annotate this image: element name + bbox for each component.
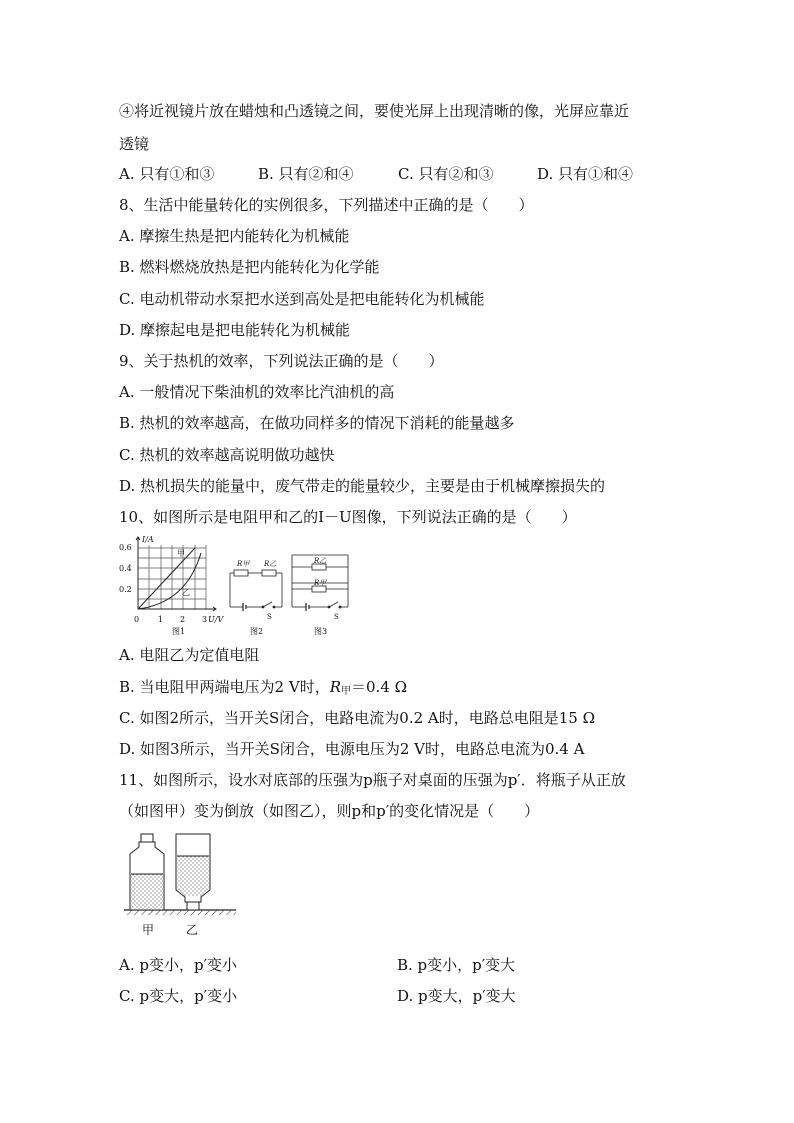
q11-bottles-figure [120,830,240,940]
bottle-inverted [176,834,210,910]
q10-figure [116,533,356,638]
q10-question: 10、如图所示是电阻甲和乙的I－U图像，下列说法正确的是（ ） [119,508,577,526]
bottle-label-jia: 甲 [142,923,155,937]
switch-label-p: S [334,613,339,621]
q11-option-b: B. p变小，p′变大 [397,956,516,974]
curve-label-yi: 乙 [182,588,190,597]
curve-yi [138,553,201,609]
caption-fig3: 图3 [314,627,328,636]
q10-option-b-sub: 甲 [341,686,352,697]
q8-question: 8、生活中能量转化的实例很多，下列描述中正确的是（ ） [119,196,534,214]
q9-option-a: A. 一般情况下柴油机的效率比汽油机的高 [119,383,395,401]
q10-option-b-r: R [329,678,342,696]
q10-option-b-post: ＝0.4 Ω [351,678,408,696]
y-axis-label: I/A [142,535,154,544]
q7-option-b: B. 只有②和④ [258,165,354,183]
q8-option-b: B. 燃料燃烧放热是把内能转化为化学能 [119,258,380,276]
resistor-label-jia-p: R甲 [314,579,327,587]
q11-option-a: A. p变小，p′变小 [119,956,237,974]
bottle-label-yi: 乙 [186,923,199,937]
bottle-upright [130,834,164,910]
x-tick: 0 [134,615,140,624]
q9-question: 9、关于热机的效率，下列说法正确的是（ ） [119,352,444,370]
y-tick: 0.6 [119,543,132,552]
iu-graph [136,537,216,611]
q11-question-line2: （如图甲）变为倒放（如图乙），则p和p′的变化情况是（ ） [119,802,540,820]
x-axis-label: U/V [208,615,224,624]
q11-option-d: D. p变大，p′变大 [397,987,516,1005]
q8-option-a: A. 摩擦生热是把内能转化为机械能 [119,227,350,245]
q8-option-d: D. 摩擦起电是把电能转化为机械能 [119,321,351,339]
caption-fig1: 图1 [172,627,186,636]
resistor-label-yi-p: R乙 [314,557,327,565]
q10-option-c: C. 如图2所示，当开关S闭合，电路电流为0.2 A时，电路总电阻是15 Ω [119,709,596,727]
y-tick: 0.4 [119,564,132,573]
q9-option-d: D. 热机损失的能量中，废气带走的能量较少，主要是由于机械摩擦损失的 [119,477,606,495]
q10-option-a: A. 电阻乙为定值电阻 [119,646,260,664]
x-tick: 2 [180,615,186,624]
q8-option-c: C. 电动机带动水泵把水送到高处是把电能转化为机械能 [119,290,485,308]
switch-label: S [267,613,272,621]
circuit-series [230,570,282,611]
q10-option-d: D. 如图3所示，当开关S闭合，电源电压为2 V时，电路总电流为0.4 A [119,740,585,758]
q7-option-a: A. 只有①和③ [119,165,215,183]
q7-option-c: C. 只有②和③ [398,165,494,183]
resistor-label-jia: R甲 [237,560,250,568]
x-tick: 3 [202,615,208,624]
q7-option-d: D. 只有①和④ [537,165,634,183]
y-tick: 0.2 [119,585,132,594]
q9-option-c: C. 热机的效率越高说明做功越快 [119,446,335,464]
q9-option-b: B. 热机的效率越高，在做功同样多的情况下消耗的能量越多 [119,414,515,432]
q11-question-line1: 11、如图所示，设水对底部的压强为p瓶子对桌面的压强为p′．将瓶子从正放 [119,771,626,789]
q10-option-b [119,677,407,702]
q7-statement-4-cont: 透镜 [119,135,150,153]
q11-option-c: C. p变大，p′变小 [119,987,238,1005]
resistor-label-yi: R乙 [264,560,277,568]
curve-label-jia: 甲 [177,549,185,558]
q10-option-b-pre: B. 当电阻甲两端电压为2 V时， [119,678,330,696]
x-tick: 1 [158,615,164,624]
q7-statement-4: ④将近视镜片放在蜡烛和凸透镜之间，要使光屏上出现清晰的像，光屏应靠近 [119,102,630,120]
caption-fig2: 图2 [250,627,264,636]
